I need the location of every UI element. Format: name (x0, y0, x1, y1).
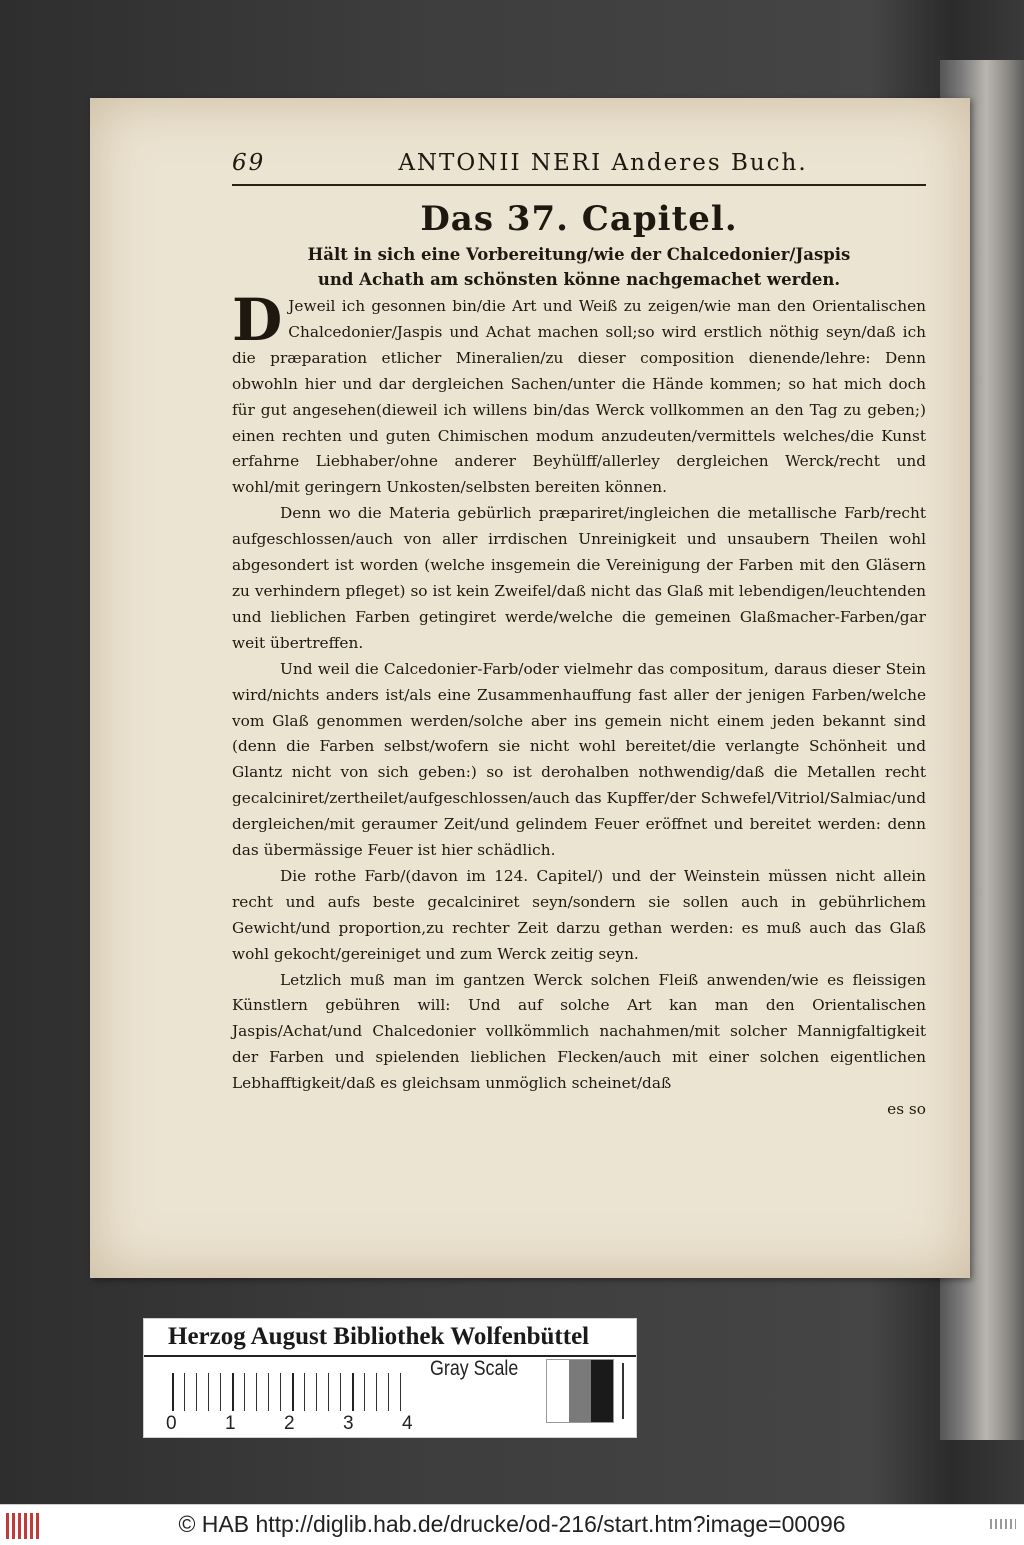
footer-bar (0, 1504, 1024, 1545)
paragraph (232, 286, 926, 501)
ruler-ticks (172, 1373, 412, 1411)
ruler-numbers (166, 1413, 461, 1435)
running-head (232, 150, 926, 186)
gray-scale-label: Gray Scale (430, 1357, 519, 1380)
chapter-summary-line: Hält in sich eine Vorbereitung/wie der Chalcedonier/Jaspis (307, 245, 851, 264)
paragraph: Und weil die Calcedonier-Farb/oder vielmehr das compositum, daraus dieser Stein wird/nichts anders ist/als eine Zusammenhauffung fast aller der jenigen Farben/welche vom Glaß genommen werden/solche aber ins gemein nicht einem jeden bekannt sind (denn die Farben selbst/wofern sie nicht wohl bereitet/die verlangte Schönheit und Glantz nicht von sich geben:) so ist derohalben nothwendig/daß die Metallen recht gecalciniret/zertheilet/aufgeschlossen/auch das Kupffer/der Schwefel/Vitriol/Salmiac/und dergleichen/mit geraumer Zeit/und gelindem Feuer eröffnet und bereitet werden: denn das übermässige Feuer ist hier schädlich. (232, 659, 926, 860)
ruler-number: 0 (166, 1413, 177, 1434)
paragraph: Die rothe Farb/(davon im 124. Capitel/) und der Weinstein müssen nicht allein recht und aufs beste gecalciniret seyn/sondern sie sollen auch in gebührlichem Gewicht/und proportion,zu rechter Zeit darzu gethan werden: es muß auch das Glaß wohl gekocht/gereiniget und zum Werck zeitig seyn. (232, 866, 926, 963)
footer-mark-icon (990, 1519, 1016, 1529)
gray-swatch-black (591, 1360, 613, 1422)
chapter-summary-line: und Achath am schönsten könne nachgemachet werden. (317, 270, 841, 289)
paragraph: Denn wo die Materia gebürlich præpariret/ingleichen die metallische Farb/recht aufgeschlossen/auch von aller irrdischen Unreinigkeit und unsaubern Theilen wohl abgesondert ist worden (welche insgemein die Vereinigung der Farben mit den Gläsern zu verhindern pfleget) so ist kein Zweifel/daß nicht das Glaß mit lebendigen/leuchtenden und lieblichen Farben getingiret werde/welche die gemeinen Glaßmacher-Farben/gar weit übertreffen. (232, 504, 926, 652)
page-text-block (232, 150, 926, 1123)
chapter-summary (232, 242, 926, 292)
ruler-number: 4 (402, 1413, 413, 1434)
chapter-title: Das 37. Capitel. (420, 199, 738, 239)
card-edge-tick (622, 1363, 624, 1419)
ruler-number: 1 (225, 1413, 236, 1434)
paragraph-text: Jeweil ich gesonnen bin/die Art und Weiß zu zeigen/wie man den Orientalischen Chalcedonier/Jaspis und Achat machen soll;so wird erstlich nöthig seyn/daß ich die præparation etlicher Mineralien/zu dieser composition dienende/lehre: Denn obwohln hier und dar dergleichen Sachen/unter die Hände kommen; so hat mich doch für gut angesehen(dieweil ich willens bin/das Werck vollkommen an den Tag zu geben;) einen rechten und guten Chimischen modum anzudeuten/vermittels welches/die Kunst erfahrne Liebhaber/ohne anderer Beyhülff/allerley dergleichen Werck/recht und wohl/mit geringern Unkosten/selbsten bereiten können. (232, 297, 926, 497)
page-number: 69 (232, 150, 266, 176)
gray-scale-swatch (546, 1359, 614, 1423)
footer-copyright-link[interactable]: © HAB http://diglib.hab.de/drucke/od-216/start.htm?image=00096 (178, 1511, 846, 1537)
card-divider (144, 1355, 636, 1357)
body-text (232, 286, 926, 1097)
ruler-number: 3 (343, 1413, 354, 1434)
library-name: Herzog August Bibliothek Wolfenbüttel (168, 1323, 590, 1350)
color-reference-card (143, 1318, 637, 1438)
paragraph: Letzlich muß man im gantzen Werck solchen Fleiß anwenden/wie es fleissigen Künstlern gebühren will: Und auf solche Art kan man den Orientalischen Jaspis/Achat/und Chalcedonier vollkömmlich nachahmen/mit solcher Mannigfaltigkeit der Farben und spielenden lieblichen Flecken/auch mit einer solchen eigentlichen Lebhafftigkeit/daß es gleichsam unmöglich scheinet/daß (232, 970, 926, 1093)
gray-swatch-white (547, 1360, 569, 1422)
catchword: es so (887, 1100, 926, 1119)
ruler-number: 2 (284, 1413, 295, 1434)
running-title: ANTONII NERI Anderes Buch. (398, 150, 808, 176)
drop-cap: D (232, 286, 283, 354)
gray-swatch-mid (569, 1360, 591, 1422)
